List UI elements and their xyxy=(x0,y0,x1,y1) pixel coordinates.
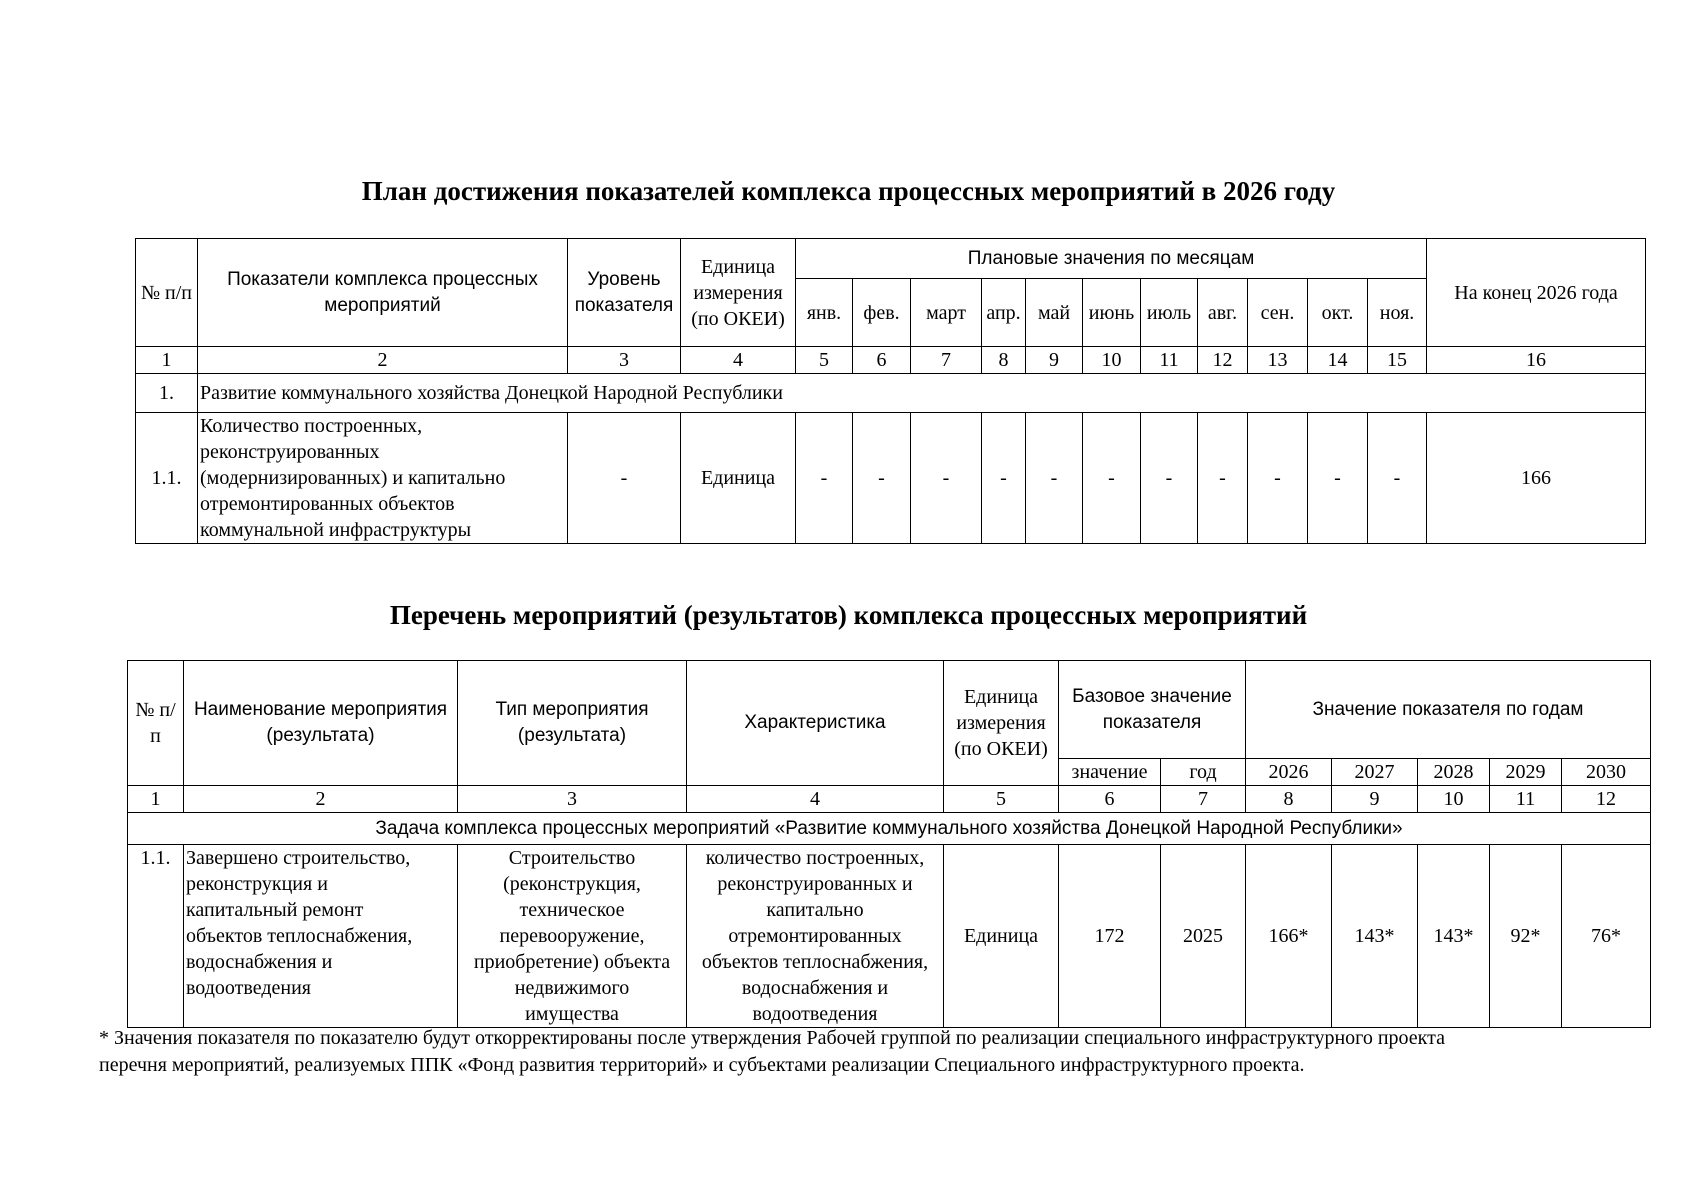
header-month: апр. xyxy=(982,279,1026,347)
header-month: фев. xyxy=(853,279,911,347)
column-number: 10 xyxy=(1083,347,1141,374)
month-value: - xyxy=(853,413,911,544)
event-type-line: техническое xyxy=(519,899,625,921)
footnote-line: перечня мероприятий, реализуемых ППК «Фонд развития территорий» и субъектами реализации Специального инфраструктурного проекта. xyxy=(99,1054,1305,1076)
month-value: - xyxy=(982,413,1026,544)
year-end-value: 166 xyxy=(1427,413,1646,544)
column-number: 3 xyxy=(568,347,681,374)
column-number: 6 xyxy=(853,347,911,374)
header-month: март xyxy=(911,279,982,347)
column-number: 1 xyxy=(136,347,198,374)
column-number: 15 xyxy=(1368,347,1427,374)
row-number: 1.1. xyxy=(136,413,198,544)
event-name-line: водоснабжения и xyxy=(186,951,333,973)
column-number: 7 xyxy=(1161,786,1246,813)
event-characteristic-line: капитально xyxy=(766,899,864,921)
column-number: 9 xyxy=(1332,786,1418,813)
header-level: Уровень показателя xyxy=(568,239,681,347)
column-number: 13 xyxy=(1248,347,1308,374)
month-value: - xyxy=(796,413,853,544)
header-num: № п/п xyxy=(136,239,198,347)
column-number: 2 xyxy=(198,347,568,374)
header-unit: Единица измерения (по ОКЕИ) xyxy=(681,239,796,347)
event-name-line: реконструкция и xyxy=(186,873,328,895)
footnote xyxy=(99,1025,1669,1079)
event-unit: Единица xyxy=(944,845,1059,1028)
column-number: 5 xyxy=(944,786,1059,813)
indicator-level: - xyxy=(568,413,681,544)
column-number: 8 xyxy=(982,347,1026,374)
header-year: 2030 xyxy=(1562,759,1651,786)
plan-table xyxy=(135,238,1646,544)
month-value: - xyxy=(1248,413,1308,544)
header-unit: Единица измерения (по ОКЕИ) xyxy=(944,661,1059,786)
year-value: 166* xyxy=(1246,845,1332,1028)
year-value: 76* xyxy=(1562,845,1651,1028)
month-value: - xyxy=(1026,413,1083,544)
column-number: 4 xyxy=(687,786,944,813)
column-number: 11 xyxy=(1141,347,1198,374)
month-value: - xyxy=(1083,413,1141,544)
header-type: Тип мероприятия (результата) xyxy=(458,661,687,786)
indicator-name-line: Количество построенных, xyxy=(200,415,423,437)
column-number: 4 xyxy=(681,347,796,374)
header-characteristic: Характеристика xyxy=(687,661,944,786)
header-base-value: значение xyxy=(1059,759,1161,786)
header-indicators: Показатели комплекса процессных мероприятий xyxy=(198,239,568,347)
column-number: 16 xyxy=(1427,347,1646,374)
indicator-unit: Единица xyxy=(681,413,796,544)
event-characteristic-line: водоотведения xyxy=(752,1003,878,1025)
events-table-title: Перечень мероприятий (результатов) комплекса процессных мероприятий xyxy=(389,600,1308,630)
base-year: 2025 xyxy=(1161,845,1246,1028)
column-number: 1 xyxy=(128,786,184,813)
column-number: 11 xyxy=(1490,786,1562,813)
header-by-years: Значение показателя по годам xyxy=(1246,661,1651,759)
header-year: 2026 xyxy=(1246,759,1332,786)
event-type xyxy=(458,845,687,1028)
column-number: 14 xyxy=(1308,347,1368,374)
event-characteristic-line: объектов теплоснабжения, xyxy=(701,951,929,973)
header-month: окт. xyxy=(1308,279,1368,347)
column-number: 9 xyxy=(1026,347,1083,374)
column-number: 12 xyxy=(1562,786,1651,813)
event-name-line: объектов теплоснабжения, xyxy=(186,925,413,947)
base-value: 172 xyxy=(1059,845,1161,1028)
event-type-line: имущества xyxy=(525,1003,619,1025)
year-value: 143* xyxy=(1418,845,1490,1028)
indicator-name-line: коммунальной инфраструктуры xyxy=(200,519,472,541)
event-type-line: приобретение) объекта xyxy=(473,951,671,973)
month-value: - xyxy=(1308,413,1368,544)
column-number: 6 xyxy=(1059,786,1161,813)
event-name-line: капитальный ремонт xyxy=(186,899,364,921)
header-month: сен. xyxy=(1248,279,1308,347)
header-month: июнь xyxy=(1083,279,1141,347)
footnote-line: * Значения показателя по показателю будут откорректированы после утверждения Рабочей группой по реализации специального инфраструктурного проекта xyxy=(99,1027,1445,1049)
header-month: май xyxy=(1026,279,1083,347)
event-characteristic-line: реконструированных и xyxy=(717,873,913,895)
month-value: - xyxy=(1141,413,1198,544)
year-value: 143* xyxy=(1332,845,1418,1028)
row-number: 1.1. xyxy=(128,845,184,1028)
event-name-line: Завершено строительство, xyxy=(186,847,411,869)
column-number: 7 xyxy=(911,347,982,374)
month-value: - xyxy=(911,413,982,544)
event-name-line: водоотведения xyxy=(186,977,311,999)
event-type-line: перевооружение, xyxy=(499,925,645,947)
header-year: 2027 xyxy=(1332,759,1418,786)
header-month: авг. xyxy=(1198,279,1248,347)
indicator-name xyxy=(198,413,568,544)
header-month: июль xyxy=(1141,279,1198,347)
indicator-name-line: (модернизированных) и капитально xyxy=(200,467,506,489)
header-num: № п/п xyxy=(128,661,184,786)
header-month: янв. xyxy=(796,279,853,347)
column-number: 12 xyxy=(1198,347,1248,374)
event-type-line: (реконструкция, xyxy=(503,873,641,895)
month-value: - xyxy=(1198,413,1248,544)
header-base-year: год xyxy=(1161,759,1246,786)
header-monthly: Плановые значения по месяцам xyxy=(796,239,1427,279)
indicator-name-line: отремонтированных объектов xyxy=(200,493,455,515)
column-number: 10 xyxy=(1418,786,1490,813)
event-characteristic-line: отремонтированных xyxy=(728,925,902,947)
header-base: Базовое значение показателя xyxy=(1059,661,1246,759)
header-year-end: На конец 2026 года xyxy=(1427,239,1646,347)
column-number: 3 xyxy=(458,786,687,813)
column-number: 5 xyxy=(796,347,853,374)
event-type-line: Строительство xyxy=(508,847,636,869)
header-year: 2029 xyxy=(1490,759,1562,786)
header-year: 2028 xyxy=(1418,759,1490,786)
year-value: 92* xyxy=(1490,845,1562,1028)
section-title: Развитие коммунального хозяйства Донецкой Народной Республики xyxy=(198,374,1646,413)
event-characteristic-line: количество построенных, xyxy=(705,847,925,869)
task-title: Задача комплекса процессных мероприятий «Развитие коммунального хозяйства Донецкой Народной Республики» xyxy=(128,813,1651,845)
column-number: 8 xyxy=(1246,786,1332,813)
column-number: 2 xyxy=(184,786,458,813)
header-month: ноя. xyxy=(1368,279,1427,347)
header-name: Наименование мероприятия (результата) xyxy=(184,661,458,786)
month-value: - xyxy=(1368,413,1427,544)
event-characteristic xyxy=(687,845,944,1028)
events-table xyxy=(127,660,1651,1028)
plan-table-title: План достижения показателей комплекса процессных мероприятий в 2026 году xyxy=(361,176,1336,206)
event-name xyxy=(184,845,458,1028)
indicator-name-line: реконструированных xyxy=(200,441,380,463)
event-type-line: недвижимого xyxy=(514,977,630,999)
section-number: 1. xyxy=(136,374,198,413)
event-characteristic-line: водоснабжения и xyxy=(741,977,889,999)
